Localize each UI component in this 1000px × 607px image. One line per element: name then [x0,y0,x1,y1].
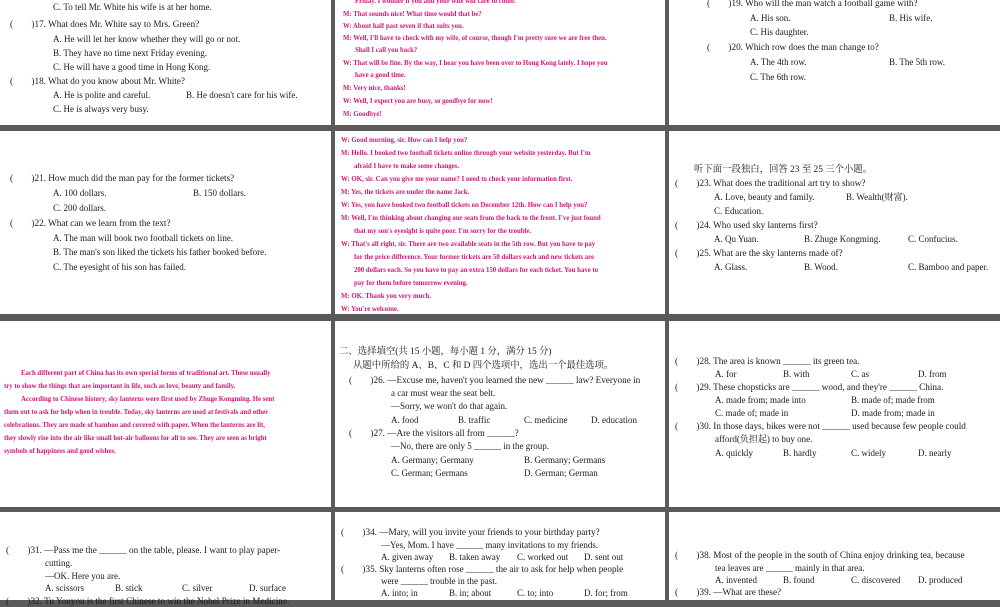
option-17b: B. They have no time next Friday evening. [53,48,208,58]
section-instruction: 听下面一段独白，回答 23 至 25 三个小题。 [694,165,873,175]
option-27d: D. German; German [524,468,598,478]
option-23b: B. Wealth(财富). [846,192,908,202]
option-35b: B. in; about [449,588,492,598]
option-27b: B. Germany; Germans [524,455,606,465]
option-29b: B. made of; made from [851,395,935,405]
panel-questions-31-32 [0,512,331,606]
option-29d: D. made from; made in [851,408,935,418]
question-31-reply: —OK. Here you are. [45,571,121,581]
option-26c: C. medicine [524,415,568,425]
option-28d: D. from [918,369,947,379]
panel-questions-38-39 [669,512,1000,600]
transcript-line: M: Goodbye! [343,111,382,118]
question-26-cont: a car must wear the seat belt. [391,388,496,398]
option-25a: A. Glass. [714,262,748,272]
panel-questions-26-27 [335,321,665,507]
option-17c: C. He will have a good time in Hong Kong. [53,62,211,72]
option-34d: D. sent out [584,552,624,562]
panel-questions-21-22 [0,131,331,314]
transcript-line: W: That will be fine. By the way, I hear you have been over to Hong Kong lately. I hope you [343,60,608,67]
option-30c: C. widely [851,448,886,458]
question-18: ( )18. What do you know about Mr. White? [10,76,185,86]
question-23: ( )23. What does the traditional art try to show? [675,178,866,188]
option-31a: A. scissors [45,583,85,593]
option-22c: C. The eyesight of his son has failed. [53,262,187,272]
question-31: ( )31. —Pass me the ______ on the table, please. I want to play paper- [6,545,281,555]
transcript-line: M: OK. Thank you very much. [341,293,431,300]
option-31c: C. silver [182,583,213,593]
transcript-line: W: Well, I expect you are busy, so goodbye for now! [343,98,493,105]
option-38b: B. found [783,575,815,585]
transcript-line: W: You're welcome. [341,306,399,313]
option-26d: D. education [591,415,637,425]
panel-questions-34-35 [335,512,665,600]
option-34a: A. given away [381,552,434,562]
monologue-line: According to Chinese history, sky lanterns were first used by Zhuge Kongming. He sent [21,396,275,403]
transcript-line: W: Yes, you have booked two football tickets on December 12th. How can I help you? [341,202,588,209]
monologue-line: them out to ask for help when in trouble. Today, sky lanterns are used at festivals and other [4,409,269,416]
monologue-line: celebrations. They are made of bamboo and covered with paper. When the lanterns are lit, [4,422,265,429]
option-34c: C. worked out [517,552,569,562]
option-30a: A. quickly [715,448,753,458]
panel-questions-28-30 [669,321,1000,507]
question-35: ( )35. Sky lanterns often rose ______ the air to ask for help when people [341,564,624,574]
question-24: ( )24. Who used sky lanterns first? [675,220,818,230]
question-28: ( )28. The area is known ______ its green tea. [675,356,860,366]
option-19a: A. His son. [750,13,791,23]
question-38-cont: tea leaves are ______ mainly in that area. [715,563,865,573]
transcript-line: W: OK, sir. Can you give me your name? I need to check your information first. [341,176,573,183]
section-instruction: 从题中所给的 A、B、C 和 D 四个选项中，选出一个最佳选项。 [353,361,614,371]
question-32: ( )32. Tu Youyou is the first Chinese to win the Nobel Prize in Medicine. [6,596,290,606]
option-31b: B. stick [115,583,143,593]
transcript-line: M: Well, I'm thinking about changing our seats from the back to the front. I've just found [341,215,601,222]
question-39: ( )39. —What are these? [675,587,782,597]
option-29c: C. made of; made in [715,408,789,418]
question-25: ( )25. What are the sky lanterns made of? [675,248,843,258]
transcript-line: for the price difference. Your former tickets are 50 dollars each and new tickets are [354,254,595,261]
option-30d: D. nearly [918,448,952,458]
transcript-line: pay for them before tomorrow evening. [354,280,468,287]
option-23a: A. Love, beauty and family. [714,192,815,202]
monologue-line: symbols of happiness and good wishes. [4,448,116,455]
option-20b: B. The 5th row. [889,57,945,67]
question-38: ( )38. Most of the people in the south of China enjoy drinking tea, because [675,550,965,560]
transcript-line: afraid I have to make some changes. [354,163,460,170]
option-21c: C. 200 dollars. [53,203,106,213]
panel-transcript-2 [335,131,665,314]
option-30b: B. hardly [783,448,817,458]
panel-questions-19-20 [669,0,1000,125]
monologue-line: they slowly rise into the air like small hot-air balloons for all to see. They are seen as bright [4,435,267,442]
option-38d: D. produced [918,575,963,585]
option-28a: A. for [715,369,737,379]
transcript-line: M: Well, I'll have to check with my wife, of course, though I'm pretty sure we are free then. [343,35,607,42]
option-29a: A. made from; made into [715,395,806,405]
transcript-line: M: That sounds nice! What time would that be? [343,11,482,18]
option-26a: A. food [391,415,419,425]
option-38c: C. discovered [851,575,901,585]
option-18b: B. He doesn't care for his wife. [186,90,298,100]
panel-monologue-transcript [0,321,331,507]
question-27-reply: —No, there are only 5 ______ in the group. [391,441,549,451]
monologue-line: try to show the things that are important in life, such as love, beauty and family. [4,383,236,390]
question-17: ( )17. What does Mr. White say to Mrs. Green? [10,19,200,29]
panel-questions-23-25 [669,131,1000,314]
question-34-reply: —Yes, Mom. I have ______ many invitations to my friends. [381,540,599,550]
panel-questions-16-18 [0,0,331,125]
question-31-cont: cutting. [45,558,73,568]
option-20a: A. The 4th row. [750,57,807,67]
option-35a: A. into; in [381,588,418,598]
option-26b: B. traffic [458,415,491,425]
option-27c: C. German; Germans [391,468,468,478]
option-18a: A. He is polite and careful. [53,90,151,100]
option-31d: D. surface [249,583,286,593]
transcript-line: M: Yes, the tickets are under the name Jack. [341,189,470,196]
question-26: ( )26. —Excuse me, haven't you learned the new ______ law? Everyone in [349,375,641,385]
question-30-cont: afford(负担起) to buy one. [715,434,813,444]
option-34b: B. taken away [449,552,501,562]
option-24a: A. Qu Yuan. [714,234,759,244]
question-35-cont: were ______ trouble in the past. [381,576,497,586]
question-30: ( )30. In those days, bikes were not ______ used because few people could [675,421,966,431]
option-21a: A. 100 dollars. [53,188,107,198]
monologue-line: Each different part of China has its own special forms of traditional art. These usually [21,370,271,377]
question-22: ( )22. What can we learn from the text? [10,218,171,228]
question-34: ( )34. —Mary, will you invite your friends to your birthday party? [341,527,600,537]
option-16c: C. To tell Mr. White his wife is at her home. [53,2,212,12]
transcript-line: W: About half past seven if that suits you. [343,23,464,30]
section-title: 二、选择填空(共 15 小题，每小题 1 分，满分 15 分) [339,347,552,357]
option-28b: B. with [783,369,810,379]
option-19c: C. His daughter. [750,27,809,37]
transcript-line: W: Good morning, sir. How can I help you? [341,137,468,144]
transcript-line: have a good time. [355,72,406,79]
option-24c: C. Confucius. [908,234,958,244]
question-21: ( )21. How much did the man pay for the former tickets? [10,173,235,183]
question-20: ( )20. Which row does the man change to? [707,42,879,52]
question-19: ( )19. Who will the man watch a football game with? [707,0,918,8]
question-27: ( )27. —Are the visitors all from ______? [349,428,519,438]
option-23c: C. Education. [714,206,764,216]
option-22a: A. The man will book two football tickets on line. [53,233,234,243]
option-19b: B. His wife. [889,13,933,23]
option-28c: C. as [851,369,869,379]
option-38a: A. invented [715,575,757,585]
transcript-line: Friday. I wonder if you and your wife will care to come. [355,0,516,5]
transcript-line: that my son's eyesight is quite poor. I'm sorry for the trouble. [354,228,532,235]
transcript-line: W: That's all right, sir. There are two available seats in the 5th row. But you have to pay [341,241,596,248]
panel-transcript-1 [335,0,665,125]
option-25b: B. Wood. [804,262,838,272]
option-35c: C. to; into [517,588,554,598]
option-22b: B. The man's son liked the tickets his father booked before. [53,247,267,257]
transcript-line: M: Very nice, thanks! [343,85,406,92]
transcript-line: M: Hello. I booked two football tickets online through your website yesterday. But I'm [341,150,591,157]
option-17a: A. He will let her know whether they will go or not. [53,34,241,44]
question-26-reply: —Sorry, we won't do that again. [391,401,508,411]
option-25c: C. Bamboo and paper. [908,262,989,272]
option-20c: C. The 6th row. [750,72,806,82]
option-24b: B. Zhuge Kongming. [804,234,881,244]
transcript-line: 200 dollars each. So you have to pay an extra 150 dollars for each ticket. You have to [354,267,599,274]
option-27a: A. Germany; Germany [391,455,474,465]
option-21b: B. 150 dollars. [193,188,246,198]
transcript-line: Shall I call you back? [355,47,418,54]
question-29: ( )29. These chopsticks are ______ wood, and they're ______ China. [675,382,944,392]
option-35d: D. for; from [584,588,628,598]
option-18c: C. He is always very busy. [53,104,149,114]
